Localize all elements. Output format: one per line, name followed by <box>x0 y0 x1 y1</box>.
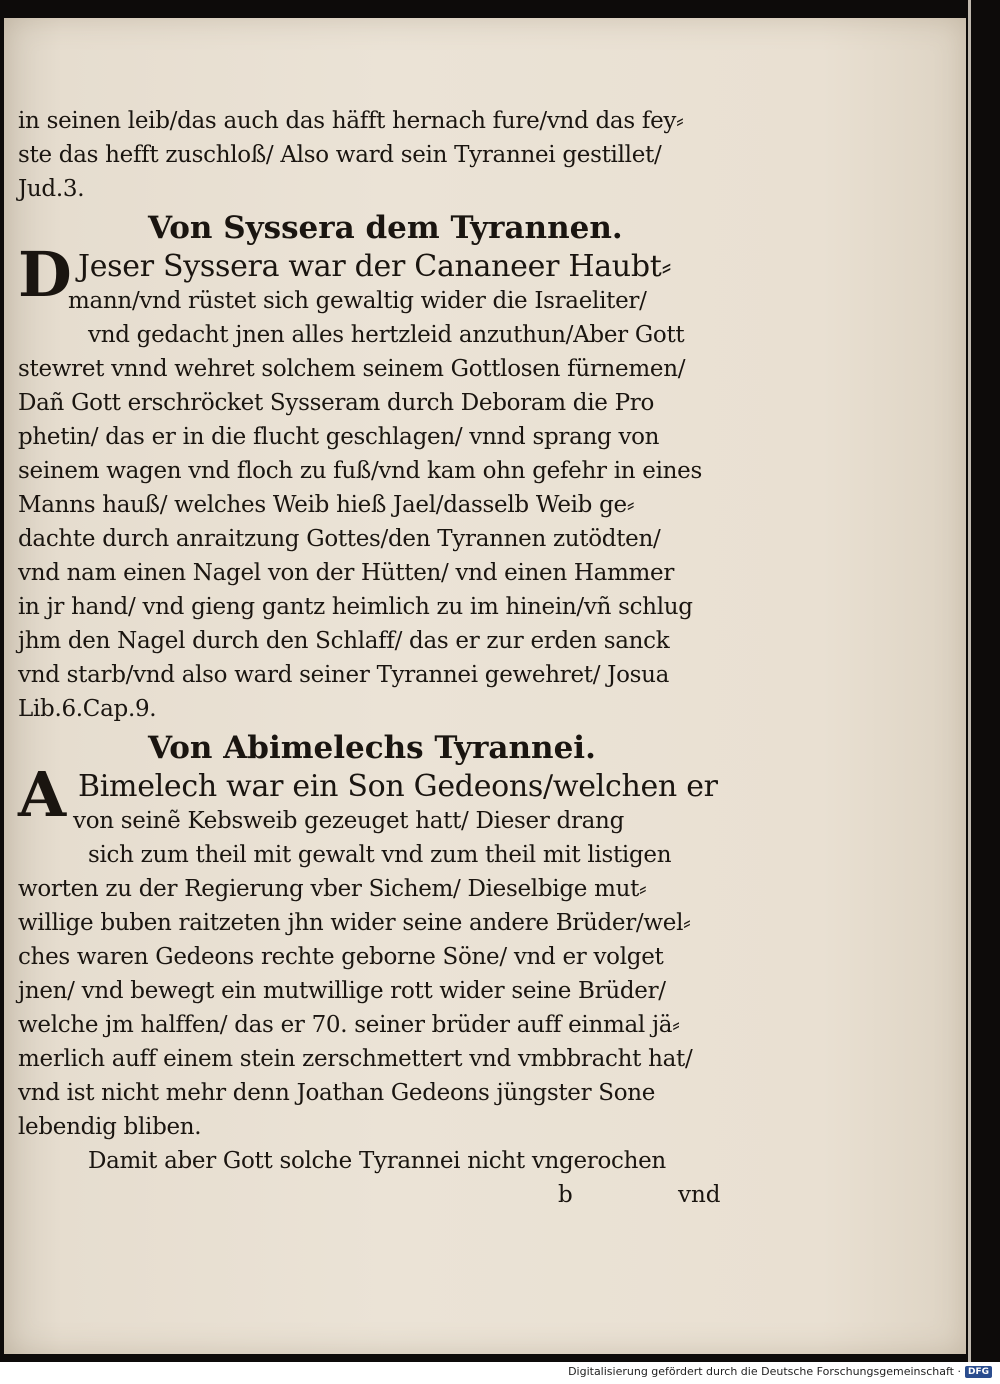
text-line: phetin/ das er in die flucht geschlagen/ vnnd sprang von <box>18 424 660 450</box>
text-line: jhm den Nagel durch den Schlaff/ das er zur erden sanck <box>18 628 670 654</box>
text-line: Dañ Gott erschröcket Sysseram durch Deboram die Pro <box>18 390 655 416</box>
text-line: lebendig bliben. <box>18 1114 202 1140</box>
page-text <box>18 104 721 1212</box>
text-line: mann/vnd rüstet sich gewaltig wider die Israeliter/ <box>68 288 647 314</box>
text-line: worten zu der Regierung vber Sichem/ Dieselbige mut⸗ <box>18 876 647 902</box>
text-line: Jud.3. <box>18 176 85 202</box>
text-line: dachte durch anraitzung Gottes/den Tyrannen zutödten/ <box>18 526 661 552</box>
text-line: sich zum theil mit gewalt vnd zum theil mit listigen <box>88 842 672 868</box>
page-edge <box>968 0 971 1362</box>
section-heading-abimelech: Von Abimelechs Tyrannei. <box>148 730 596 766</box>
text-line: Damit aber Gott solche Tyrannei nicht vngerochen <box>88 1148 666 1174</box>
text-line: jnen/ vnd bewegt ein mutwillige rott wider seine Brüder/ <box>18 978 666 1004</box>
catchword: vnd <box>678 1182 721 1208</box>
drop-cap: D <box>18 238 72 311</box>
drop-cap: A <box>18 758 66 831</box>
credit-text: Digitalisierung gefördert durch die Deutsche Forschungsgemeinschaft · <box>568 1365 961 1378</box>
text-line: vnd starb/vnd also ward seiner Tyrannei gewehret/ Josua <box>18 662 670 688</box>
text-line: Lib.6.Cap.9. <box>18 696 157 722</box>
text-line: in seinen leib/das auch das häfft hernach fure/vnd das fey⸗ <box>18 108 684 134</box>
text-line: vnd gedacht jnen alles hertzleid anzuthun/Aber Gott <box>88 322 685 348</box>
dfg-logo: DFG <box>965 1366 992 1378</box>
text-line: vnd ist nicht mehr denn Joathan Gedeons jüngster Sone <box>18 1080 656 1106</box>
digitization-credit <box>568 1365 992 1378</box>
text-line: in jr hand/ vnd gieng gantz heimlich zu im hinein/vñ schlug <box>18 594 693 620</box>
text-line: willige buben raitzeten jhn wider seine andere Brüder/wel⸗ <box>18 910 691 936</box>
text-line: merlich auff einem stein zerschmettert vnd vmbbracht hat/ <box>18 1046 693 1072</box>
text-line: ste das hefft zuschloß/ Also ward sein Tyrannei gestillet/ <box>18 142 662 168</box>
section-body-abimelech <box>18 758 718 1178</box>
text-line: seinem wagen vnd floch zu fuß/vnd kam ohn gefehr in eines <box>18 458 702 484</box>
section-heading-syssera: Von Syssera dem Tyrannen. <box>148 210 623 246</box>
page-footer-row <box>18 1178 721 1212</box>
text-line: ches waren Gedeons rechte geborne Söne/ vnd er volget <box>18 944 664 970</box>
section-body-syssera <box>18 238 718 726</box>
text-line-content: Bimelech war ein Son Gedeons/welchen er <box>78 769 718 804</box>
text-line: welche jm halffen/ das er 70. seiner brüder auff einmal jä⸗ <box>18 1012 680 1038</box>
text-line: Manns hauß/ welches Weib hieß Jael/dasselb Weib ge⸗ <box>18 492 635 518</box>
text-line-content: Jeser Syssera war der Cananeer Haubt⸗ <box>78 249 672 284</box>
text-line: von seinẽ Kebsweib gezeuget hatt/ Dieser drang <box>73 808 624 834</box>
signature-mark: b <box>558 1182 573 1208</box>
text-line: stewret vnnd wehret solchem seinem Gottlosen fürnemen/ <box>18 356 686 382</box>
text-line: vnd nam einen Nagel von der Hütten/ vnd einen Hammer <box>18 560 675 586</box>
